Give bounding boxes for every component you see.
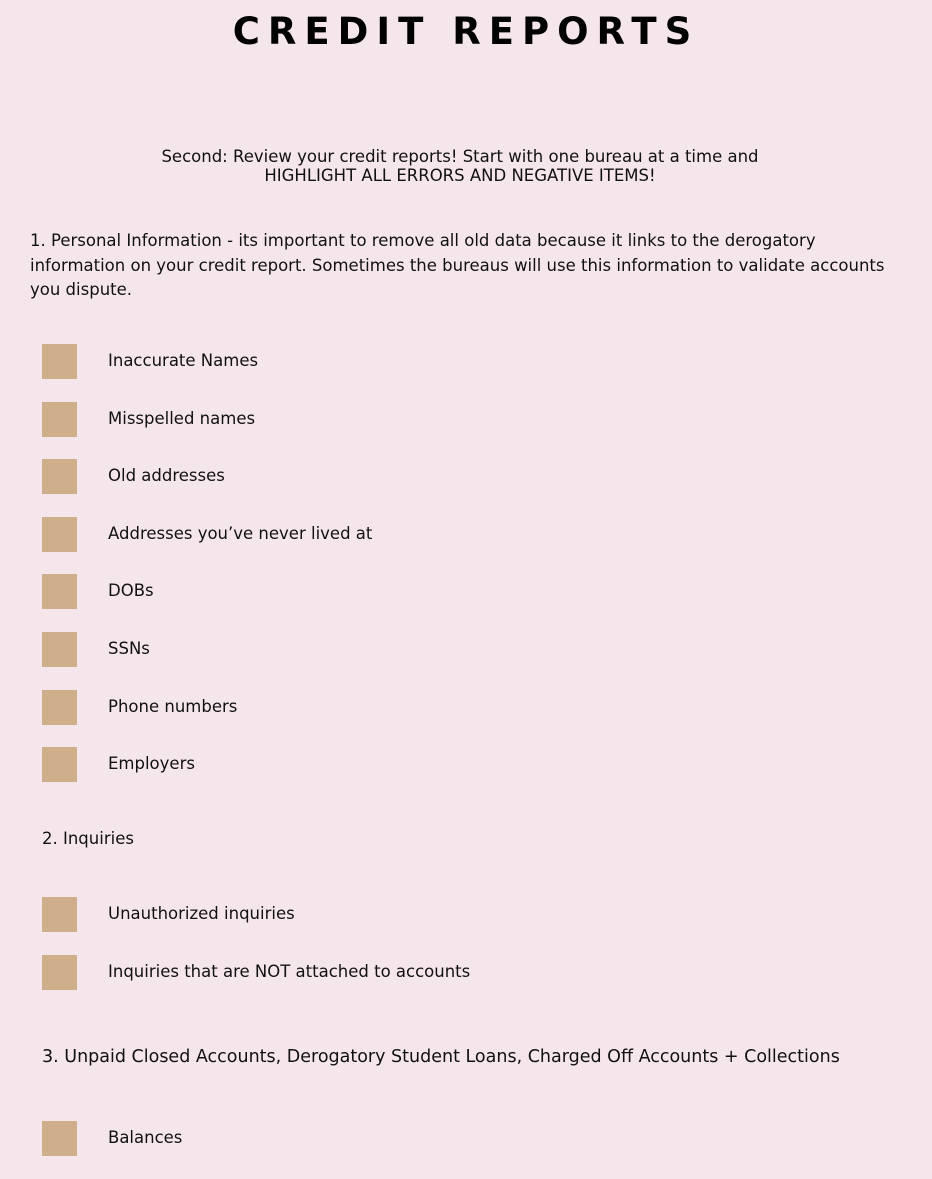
checklist-item-label: Inquiries that are NOT attached to accounts xyxy=(108,961,471,981)
checkbox[interactable] xyxy=(42,459,77,494)
intro-text xyxy=(60,147,860,185)
checkbox[interactable] xyxy=(42,897,77,932)
checkbox[interactable] xyxy=(42,690,77,725)
checkbox[interactable] xyxy=(42,955,77,990)
section-unpaid-accounts-heading: 3. Unpaid Closed Accounts, Derogatory Student Loans, Charged Off Accounts + Collections xyxy=(42,1047,840,1067)
intro-line-1: Second: Review your credit reports! Start with one bureau at a time and xyxy=(161,147,759,166)
checklist-item-label: Phone numbers xyxy=(108,696,238,716)
checklist-item-label: Inaccurate Names xyxy=(108,351,259,370)
checkbox[interactable] xyxy=(42,402,77,437)
checklist-item-label: Addresses you’ve never lived at xyxy=(108,523,373,543)
checklist-item-label: Misspelled names xyxy=(108,408,256,428)
checkbox[interactable] xyxy=(42,747,77,782)
checklist-item-label: Old addresses xyxy=(108,466,225,486)
checkbox[interactable] xyxy=(42,517,77,552)
checkbox[interactable] xyxy=(42,1121,77,1156)
checklist-item-label: Balances xyxy=(108,1128,183,1147)
checklist-item-label: SSNs xyxy=(108,638,150,658)
checklist-item-label: Employers xyxy=(108,754,195,774)
section-personal-information-heading: 1. Personal Information - its important to remove all old data because it links to the derogatory information on your credit report. Sometimes the bureaus will use this information to validate accounts you dispute. xyxy=(30,231,885,299)
checkbox[interactable] xyxy=(42,574,77,609)
intro-line-2: HIGHLIGHT ALL ERRORS AND NEGATIVE ITEMS! xyxy=(264,166,656,185)
page-title: CREDIT REPORTS xyxy=(232,10,700,53)
section-inquiries-heading: 2. Inquiries xyxy=(42,829,134,848)
checkbox[interactable] xyxy=(42,632,77,667)
checklist-item-label: DOBs xyxy=(108,581,154,601)
checklist-item-label: Unauthorized inquiries xyxy=(108,904,295,923)
checkbox[interactable] xyxy=(42,344,77,379)
